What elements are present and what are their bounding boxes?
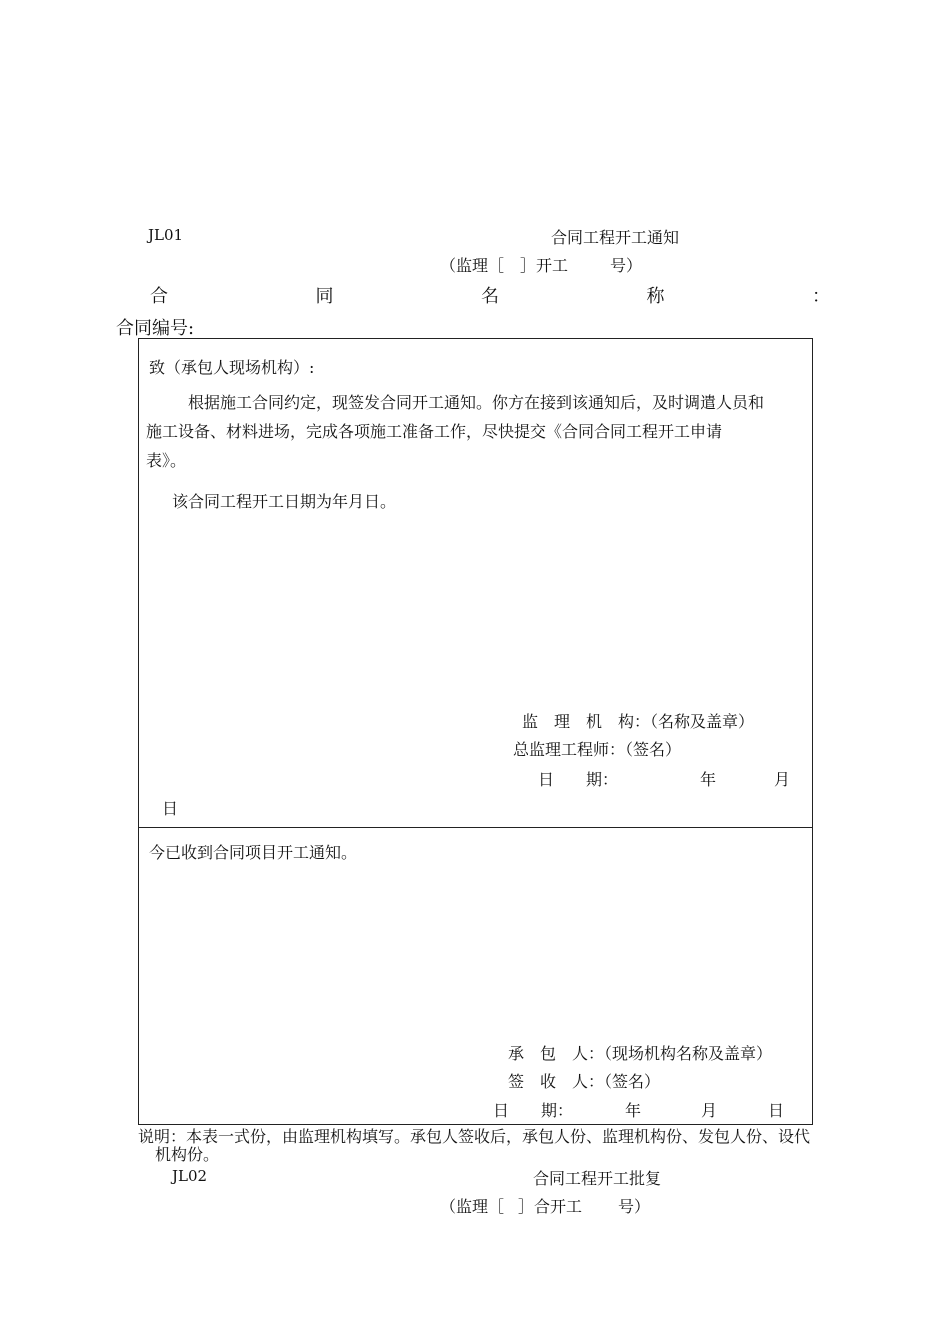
notice-body-line-1: 根据施工合同约定，现签发合同开工通知。你方在接到该通知后，及时调遣人员和 (188, 393, 765, 412)
subtitle-end: 号） (610, 256, 643, 275)
receipt-sig-contractor: 承 包 人：（现场机构名称及盖章） (508, 1044, 773, 1063)
notice-body (146, 388, 806, 475)
contract-name-colon: ： (812, 286, 830, 307)
contract-name-char-1: 合 (150, 286, 168, 307)
contract-name-char-4: 称 (646, 286, 665, 307)
form-code: JL01 (148, 226, 184, 244)
form2-subtitle-mid: ］合开工 (518, 1197, 583, 1216)
form2-subtitle-open: （监理［ (440, 1197, 505, 1216)
form2-code: JL02 (172, 1167, 208, 1185)
notice-body-line-3: 表》。 (146, 451, 187, 470)
contract-name-char-2: 同 (315, 286, 334, 307)
notice-sig-year: 年 (700, 770, 717, 789)
form2-subtitle (440, 1194, 650, 1217)
form2-title: 合同工程开工批复 (533, 1169, 662, 1188)
contract-no-label: 合同编号: (116, 318, 195, 339)
receipt-sig-month: 月 (701, 1101, 718, 1120)
notice-sig-month: 月 (774, 770, 791, 789)
contract-name-char-3: 名 (481, 286, 499, 307)
receipt-sig-day: 日 (768, 1101, 785, 1120)
form-note-line-1: 说明：本表一式份，由监理机构填写。承包人签收后，承包人份、监理机构份、发包人份、设代 (138, 1127, 811, 1146)
notice-sig-engineer: 总监理工程师：（签名） (513, 740, 682, 759)
form-title: 合同工程开工通知 (551, 228, 680, 247)
notice-sig-date-label: 日 期： (538, 770, 619, 789)
receipt-sig-year: 年 (625, 1101, 642, 1120)
receipt-text: 今已收到合同项目开工通知。 (149, 843, 358, 862)
notice-body-line-2: 施工设备、材料进场，完成各项施工准备工作，尽快提交《合同合同工程开工申请 (146, 422, 723, 441)
notice-sig-day: 日 (162, 799, 179, 818)
subtitle-open: （监理［ (440, 256, 505, 275)
contract-name-row (150, 282, 830, 308)
form-subtitle (440, 253, 642, 276)
notice-sig-org: 监 理 机 构：（名称及盖章） (522, 712, 755, 731)
subtitle-mid: ］开工 (520, 256, 569, 275)
receipt-sig-date-label: 日 期： (493, 1101, 574, 1120)
form-note-line-2: 机构份。 (155, 1145, 220, 1164)
receipt-sig-receiver: 签 收 人：（签名） (508, 1072, 661, 1091)
notice-start-date: 该合同工程开工日期为年月日。 (172, 492, 397, 511)
receipt-box (138, 827, 813, 1125)
notice-addressee: 致（承包人现场机构）: (149, 358, 315, 377)
form2-subtitle-end: 号） (618, 1197, 651, 1216)
